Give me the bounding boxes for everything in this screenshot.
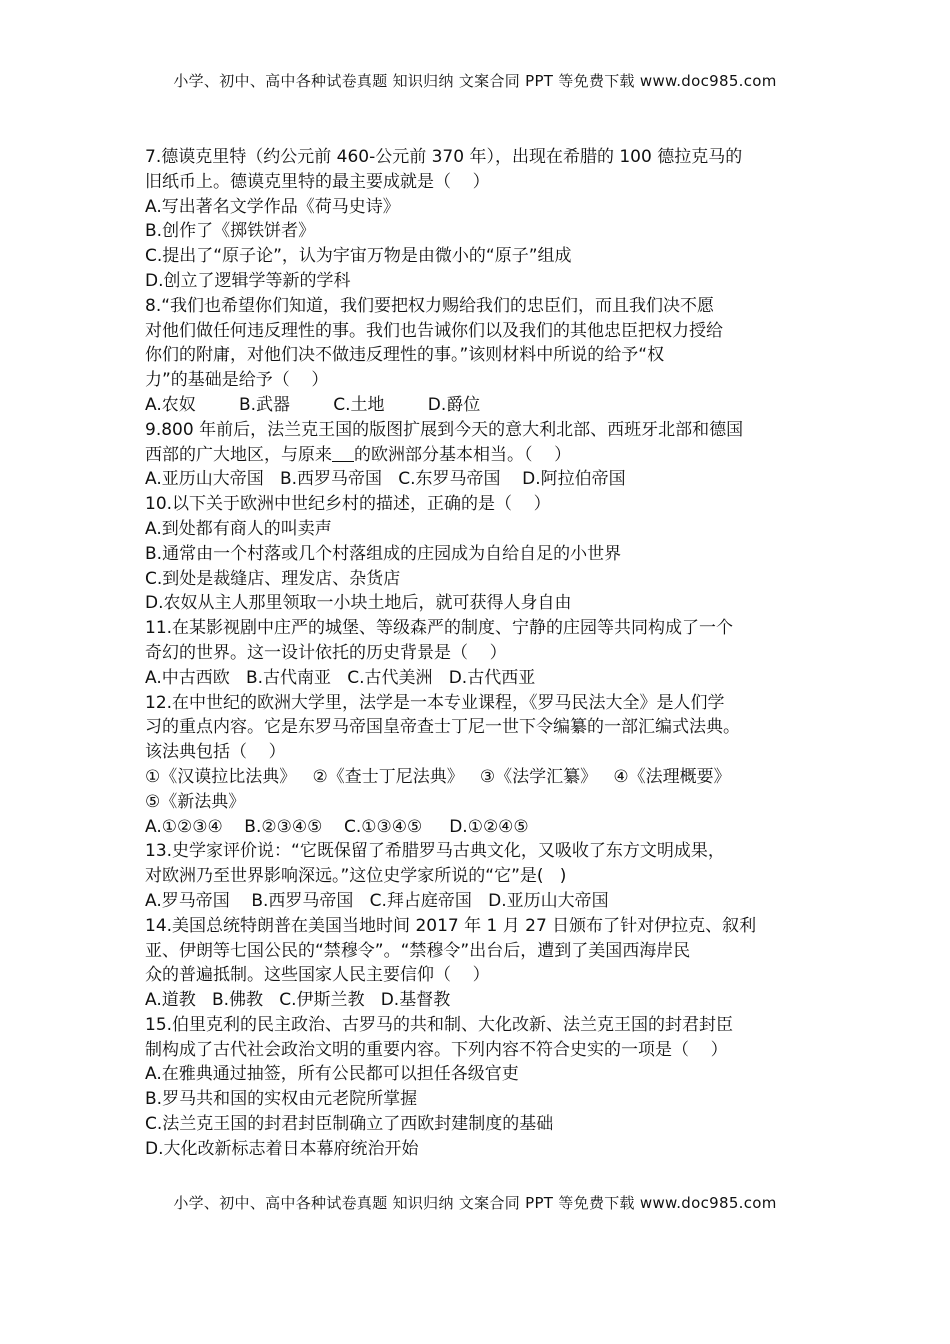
option-c: C.到处是裁缝店、理发店、杂货店 — [145, 568, 401, 589]
options-row: A.农奴 B.武器 C.土地 D.爵位 — [145, 394, 481, 415]
options-row: A.亚历山大帝国 B.西罗马帝国 C.东罗马帝国 D.阿拉伯帝国 — [145, 469, 626, 490]
options-row: A.①②③④ B.②③④⑤ C.①③④⑤ D.①②④⑤ — [145, 816, 529, 837]
question-line-with-blank — [145, 443, 810, 468]
question-line: 12.在中世纪的欧洲大学里，法学是一本专业课程，《罗马民法大全》是人们学 — [145, 692, 725, 713]
option-b: B.通常由一个村落或几个村落组成的庄园成为自给自足的小世界 — [145, 543, 622, 564]
option-b: B.罗马共和国的实权由元老院所掌握 — [145, 1089, 418, 1110]
question-line: 力”的基础是给予（ ） — [145, 370, 329, 391]
page-footer: 小学、初中、高中各种试卷真题 知识归纳 文案合同 PPT 等免费下载 www.doc985.com — [173, 1194, 777, 1212]
question-line: 众的普遍抵制。这些国家人民主要信仰（ ） — [145, 965, 490, 986]
option-d: D.创立了逻辑学等新的学科 — [145, 270, 351, 291]
question-8 — [145, 294, 810, 418]
text-after-blank: 的欧洲部分基本相当。（ ） — [354, 444, 572, 465]
question-line: 习的重点内容。它是东罗马帝国皇帝查士丁尼一世下令编纂的一部汇编式法典。 — [145, 717, 740, 738]
option-c: C.法兰克王国的封君封臣制确立了西欧封建制度的基础 — [145, 1114, 554, 1135]
options-row: A.罗马帝国 B.西罗马帝国 C.拜占庭帝国 D.亚历山大帝国 — [145, 890, 609, 911]
question-14 — [145, 914, 810, 1013]
question-line: 旧纸币上。德谟克里特的最主要成就是（ ） — [145, 171, 490, 192]
question-9 — [145, 418, 810, 492]
option-a: A.在雅典通过抽签，所有公民都可以担任各级官吏 — [145, 1064, 519, 1085]
question-line: 对欧洲乃至世界影响深远。”这位史学家所说的“它”是( ) — [145, 866, 567, 887]
item-list: ①《汉谟拉比法典》 ②《查士丁尼法典》 ③《法学汇纂》 ④《法理概要》 — [145, 766, 731, 787]
question-11 — [145, 616, 810, 690]
question-line: 8.“我们也希望你们知道，我们要把权力赐给我们的忠臣们，而且我们决不愿 — [145, 295, 715, 316]
question-line: 14.美国总统特朗普在美国当地时间 2017 年 1 月 27 日颁布了针对伊拉克、叙利 — [145, 915, 757, 936]
question-12 — [145, 691, 810, 840]
page-header: 小学、初中、高中各种试卷真题 知识归纳 文案合同 PPT 等免费下载 www.doc985.com — [173, 72, 777, 90]
text-before-blank: 西部的广大地区，与原来 — [145, 444, 332, 465]
question-line: 7.德谟克里特（约公元前 460-公元前 370 年），出现在希腊的 100 德拉克马的 — [145, 147, 743, 167]
question-line: 亚、伊朗等七国公民的“禁穆令”。“禁穆令”出台后，遭到了美国西海岸民 — [145, 940, 691, 961]
option-c: C.提出了“原子论”，认为宇宙万物是由微小的“原子”组成 — [145, 246, 572, 267]
options-row: A.中古西欧 B.古代南亚 C.古代美洲 D.古代西亚 — [145, 667, 536, 688]
question-line: 对他们做任何违反理性的事。我们也告诫你们以及我们的其他忠臣把权力授给 — [145, 320, 723, 341]
question-15 — [145, 1013, 810, 1162]
option-a: A.写出著名文学作品《荷马史诗》 — [145, 196, 400, 217]
question-7 — [145, 145, 810, 294]
item-list: ⑤《新法典》 — [145, 791, 246, 812]
question-list — [145, 145, 810, 1162]
option-b: B.创作了《掷铁饼者》 — [145, 221, 316, 242]
fill-in-blank — [332, 447, 354, 462]
question-line: 15.伯里克利的民主政治、古罗马的共和制、大化改新、法兰克王国的封君封臣 — [145, 1014, 734, 1035]
question-line: 11.在某影视剧中庄严的城堡、等级森严的制度、宁静的庄园等共同构成了一个 — [145, 618, 734, 639]
question-10 — [145, 492, 810, 616]
question-line: 制构成了古代社会政治文明的重要内容。下列内容不符合史实的一项是（ ） — [145, 1039, 728, 1060]
question-line: 该法典包括（ ） — [145, 742, 286, 763]
question-line: 奇幻的世界。这一设计依托的历史背景是（ ） — [145, 642, 507, 663]
options-row: A.道教 B.佛教 C.伊斯兰教 D.基督教 — [145, 990, 451, 1011]
question-line: 13.史学家评价说：“它既保留了希腊罗马古典文化，又吸收了东方文明成果， — [145, 841, 725, 862]
option-a: A.到处都有商人的叫卖声 — [145, 518, 332, 539]
question-13 — [145, 839, 810, 913]
option-d: D.农奴从主人那里领取一小块土地后，就可获得人身自由 — [145, 593, 572, 614]
option-d: D.大化改新标志着日本幕府统治开始 — [145, 1138, 419, 1159]
question-line: 10.以下关于欧洲中世纪乡村的描述，正确的是（ ） — [145, 494, 551, 515]
question-line: 9.800 年前后，法兰克王国的版图扩展到今天的意大利北部、西班牙北部和德国 — [145, 419, 744, 440]
question-line: 你们的附庸，对他们决不做违反理性的事。”该则材料中所说的给予“权 — [145, 345, 665, 366]
